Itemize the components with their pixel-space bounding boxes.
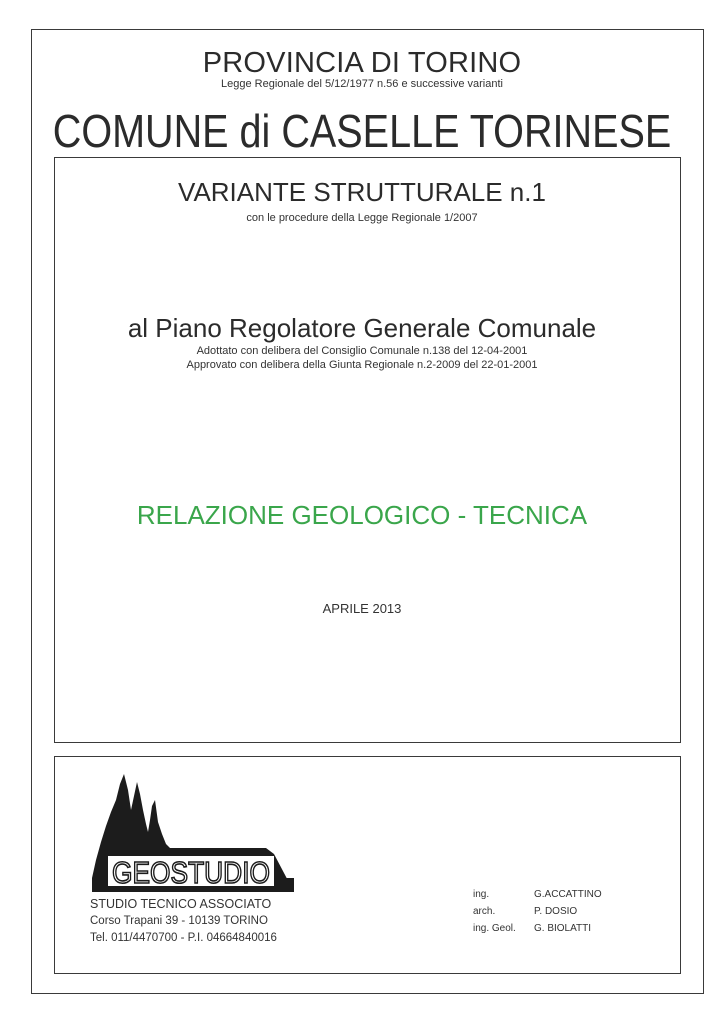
staff-title-1: ing. bbox=[473, 889, 490, 900]
relazione-title: RELAZIONE GEOLOGICO - TECNICA bbox=[136, 500, 588, 530]
staff-name-3: G. BIOLATTI bbox=[534, 923, 592, 934]
studio-contact: Tel. 011/4470700 - P.I. 04664840016 bbox=[90, 932, 277, 944]
staff-title-3: ing. Geol. bbox=[473, 923, 516, 934]
staff-name-1: G.ACCATTINO bbox=[534, 889, 602, 900]
piano-title: al Piano Regolatore Generale Comunale bbox=[127, 313, 597, 343]
studio-name: STUDIO TECNICO ASSOCIATO bbox=[90, 897, 272, 911]
geostudio-logo bbox=[88, 770, 298, 894]
logo-text: GEOSTUDIO bbox=[112, 855, 270, 890]
variante-subtitle: con le procedure della Legge Regionale 1/2007 bbox=[246, 212, 478, 224]
studio-address: Corso Trapani 39 - 10139 TORINO bbox=[90, 915, 268, 927]
staff-name-2: P. DOSIO bbox=[534, 906, 578, 917]
provincia-title: PROVINCIA DI TORINO bbox=[202, 47, 522, 79]
approvato-line: Approvato con delibera della Giunta Regionale n.2-2009 del 22-01-2001 bbox=[186, 359, 538, 371]
staff-title-2: arch. bbox=[473, 906, 496, 917]
variante-title: VARIANTE STRUTTURALE n.1 bbox=[178, 177, 546, 207]
document-date: APRILE 2013 bbox=[322, 601, 402, 616]
legge-regionale-note: Legge Regionale del 5/12/1977 n.56 e successive varianti bbox=[221, 78, 503, 90]
comune-title: COMUNE di CASELLE TORINESE bbox=[52, 105, 672, 157]
adottato-line: Adottato con delibera del Consiglio Comunale n.138 del 12-04-2001 bbox=[196, 345, 528, 357]
main-content-box bbox=[54, 157, 681, 743]
